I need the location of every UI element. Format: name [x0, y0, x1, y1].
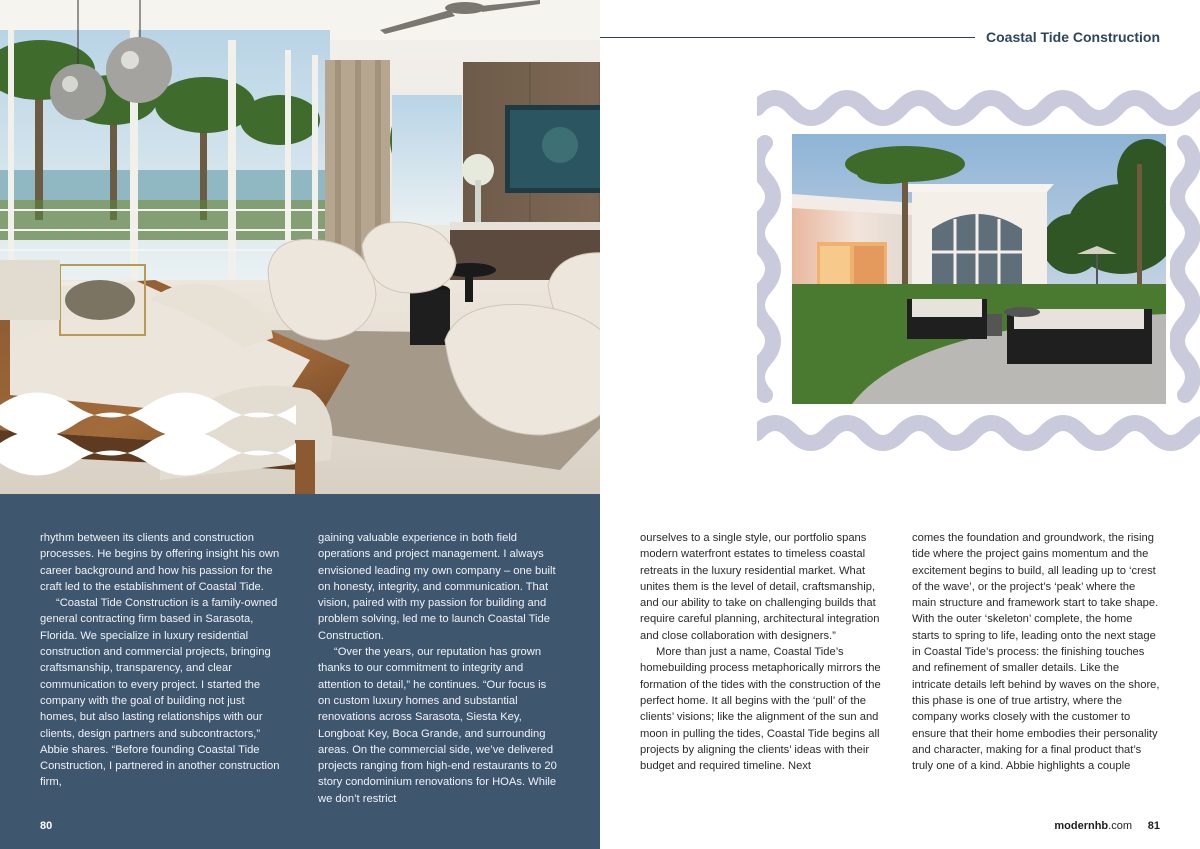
paragraph: “Over the years, our reputation has grown thanks to our commitment to integrity and attention to detail,” he continues. “Our focus is on custom luxury homes and substantial renovations across Sarasota, Siesta Key, Longboat Key, Boca Grande, and surrounding areas. On the commercial side, we’ve delivered projects ranging from high-end restaurants to 20 story condominium renovations for HOAs. While we don’t restrict: [318, 646, 557, 805]
section-title: Coastal Tide Construction: [986, 29, 1160, 45]
site-name: modernhb: [1054, 820, 1109, 832]
text-column-3: [640, 530, 884, 810]
text-column-4: [912, 530, 1160, 810]
exterior-home-photo-frame: [788, 130, 1170, 408]
site-suffix: .com: [1108, 820, 1132, 832]
page-number-right: 81: [1147, 820, 1160, 832]
left-text-columns: [40, 530, 560, 810]
paragraph: rhythm between its clients and construction processes. He begins by offering insight his own career background and how his passion for the craft led to the establishment of Coastal Tide.: [40, 532, 280, 593]
right-text-columns: [640, 530, 1160, 810]
header-rule: [600, 37, 975, 38]
exterior-pool-home-photo: [792, 134, 1166, 404]
paragraph: ourselves to a single style, our portfolio spans modern waterfront estates to timeless coastal retreats in the luxury residential market. What unites them is the level of detail, craftsmanship, and our ability to take on challenging builds that require careful planning, architectural integration and close collaboration with designers.”: [640, 532, 880, 642]
paragraph: “Coastal Tide Construction is a family-owned general contracting firm based in Sarasota, Florida. We specialize in luxury residential construction and commercial projects, bringing craftsmanship, transparency, and clear communication to every project. I started the company with the goal of building not just homes, but also lasting relationships with our clients, design partners and subcontractors,” Abbie shares. “Before founding Coastal Tide Construction, I partnered in another construction firm,: [40, 597, 280, 789]
right-page: [600, 0, 1200, 849]
text-column-1: [40, 530, 281, 810]
paragraph: comes the foundation and groundwork, the rising tide where the project gains momentum and the excitement begins to build, all leading up to ‘crest of the wave’, or the project’s ‘peak’ where the main structure and framework start to take shape. With the outer ‘skeleton’ complete, the home starts to spring to life, leading onto the next stage in Coastal Tide’s process: the finishing touches and refinement of smaller details. Like the intricate details left behind by waves on the shore, this phase is one of true artistry, where the company works closely with the customer to ensure that their home embodies their personality and character, making for a final product that’s truly one of a kind. Abbie highlights a couple: [912, 532, 1160, 773]
text-column-2: [318, 530, 559, 810]
website-url: [1054, 820, 1132, 832]
page-number-left: 80: [40, 820, 53, 832]
paragraph: More than just a name, Coastal Tide’s homebuilding process metaphorically mirrors the formation of the tides with the construction of the perfect home. It all begins with the ‘pull’ of the clients’ visions; like the alignment of the sun and moon in pulling the tides, Coastal Tide begins all projects by aligning the clients’ ideas with their budget and required timeline. Next: [640, 646, 881, 773]
paragraph: gaining valuable experience in both field operations and project management. I always envisioned leading my own company – one built on honesty, integrity, and communication. That vision, paired with my passion for building and problem solving, led me to launch Coastal Tide Construction.: [318, 532, 556, 642]
